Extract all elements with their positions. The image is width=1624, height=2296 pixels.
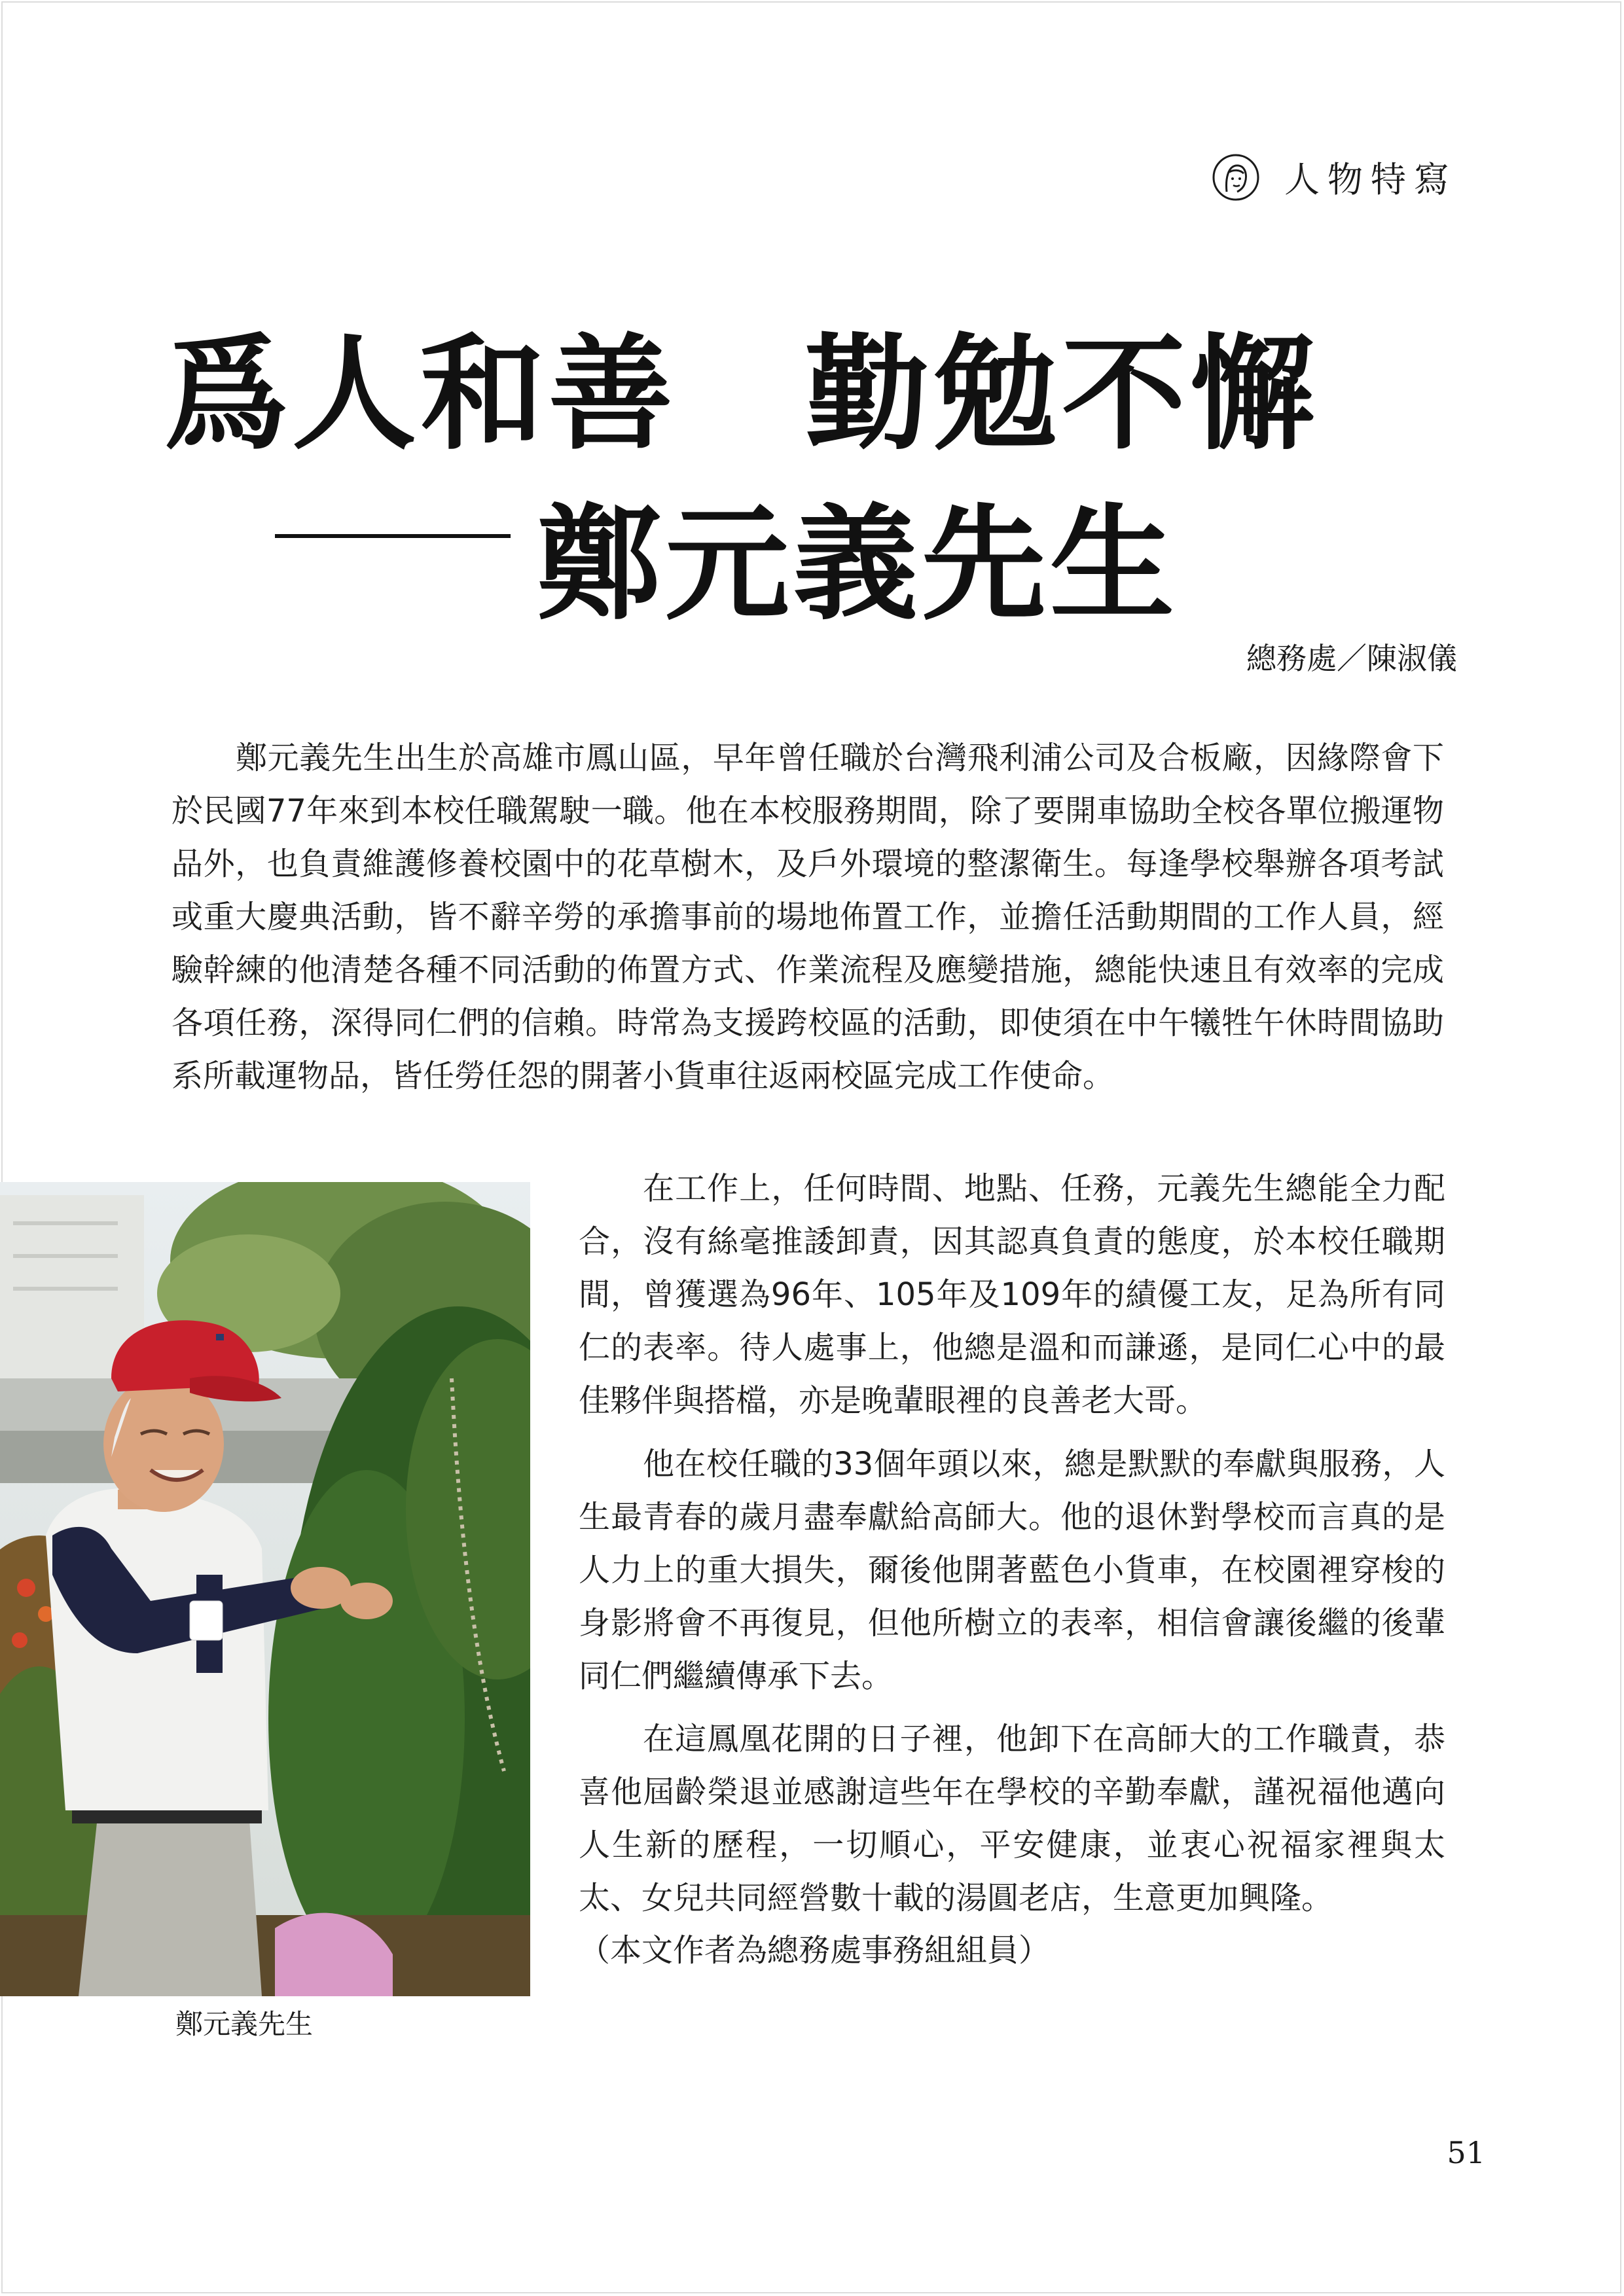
page-number: 51 bbox=[1447, 2135, 1485, 2170]
photo-caption: 鄭元義先生 bbox=[175, 2008, 314, 2040]
author-note: （本文作者為總務處事務組組員） bbox=[579, 1932, 1051, 1969]
paragraph-1: 鄭元義先生出生於高雄市鳳山區，早年曾任職於台灣飛利浦公司及合板廠，因緣際會下於民國77年來到本校任職駕駛一職。他在本校服務期間，除了要開車協助全校各單位搬運物品外，也負責維護修養校園中的花草樹木，及戶外環境的整潔衛生。每逢學校舉辦各項考試或重大慶典活動，皆不辭辛勞的承擔事前的場地佈置工作，並擔任活動期間的工作人員，經驗幹練的他清楚各種不同活動的佈置方式、作業流程及應變措施，總能快速且有效率的完成各項任務，深得同仁們的信賴。時常為支援跨校區的活動，即使須在中午犧牲午休時間協助系所載運物品，皆任勞任怨的開著小貨車往返兩校區完成工作使命。 bbox=[171, 740, 1444, 1094]
paragraph-3: 他在校任職的33個年頭以來，總是默默的奉獻與服務，人生最青春的歲月盡奉獻給高師大。他的退休對學校而言真的是人力上的重大損失，爾後他開著藍色小貨車，在校園裡穿梭的身影將會不再復見，但他所樹立的表率，相信會讓後繼的後輩同仁們繼續傳承下去。 bbox=[579, 1446, 1445, 1695]
paragraph-2: 在工作上，任何時間、地點、任務，元義先生總能全力配合，沒有絲毫推諉卸責，因其認真負責的態度，於本校任職期間，曾獲選為96年、105年及109年的績優工友，足為所有同仁的表率。待人處事上，他總是溫和而謙遜，是同仁心中的最佳夥伴與搭檔，亦是晚輩眼裡的良善老大哥。 bbox=[579, 1170, 1445, 1419]
byline: 總務處／陳淑儀 bbox=[1246, 641, 1457, 676]
article-title-line-1: 爲人和善 勤勉不懈 bbox=[164, 321, 1319, 467]
title-dash-rule bbox=[275, 534, 511, 538]
article-title-line-2: 鄭元義先生 bbox=[537, 491, 1179, 637]
section-header bbox=[1211, 152, 1457, 202]
portrait-head-icon bbox=[1211, 152, 1261, 202]
portrait-photo-illustration bbox=[0, 1182, 530, 1996]
portrait-photo bbox=[0, 1182, 530, 1996]
paragraph-4: 在這鳳凰花開的日子裡，他卸下在高師大的工作職責，恭喜他屆齡榮退並感謝這些年在學校的辛勤奉獻，謹祝福他邁向人生新的歷程，一切順心，平安健康，並衷心祝福家裡與太太、女兒共同經營數十載的湯圓老店，生意更加興隆。 bbox=[579, 1721, 1445, 1916]
section-label: 人物特寫 bbox=[1284, 159, 1457, 200]
